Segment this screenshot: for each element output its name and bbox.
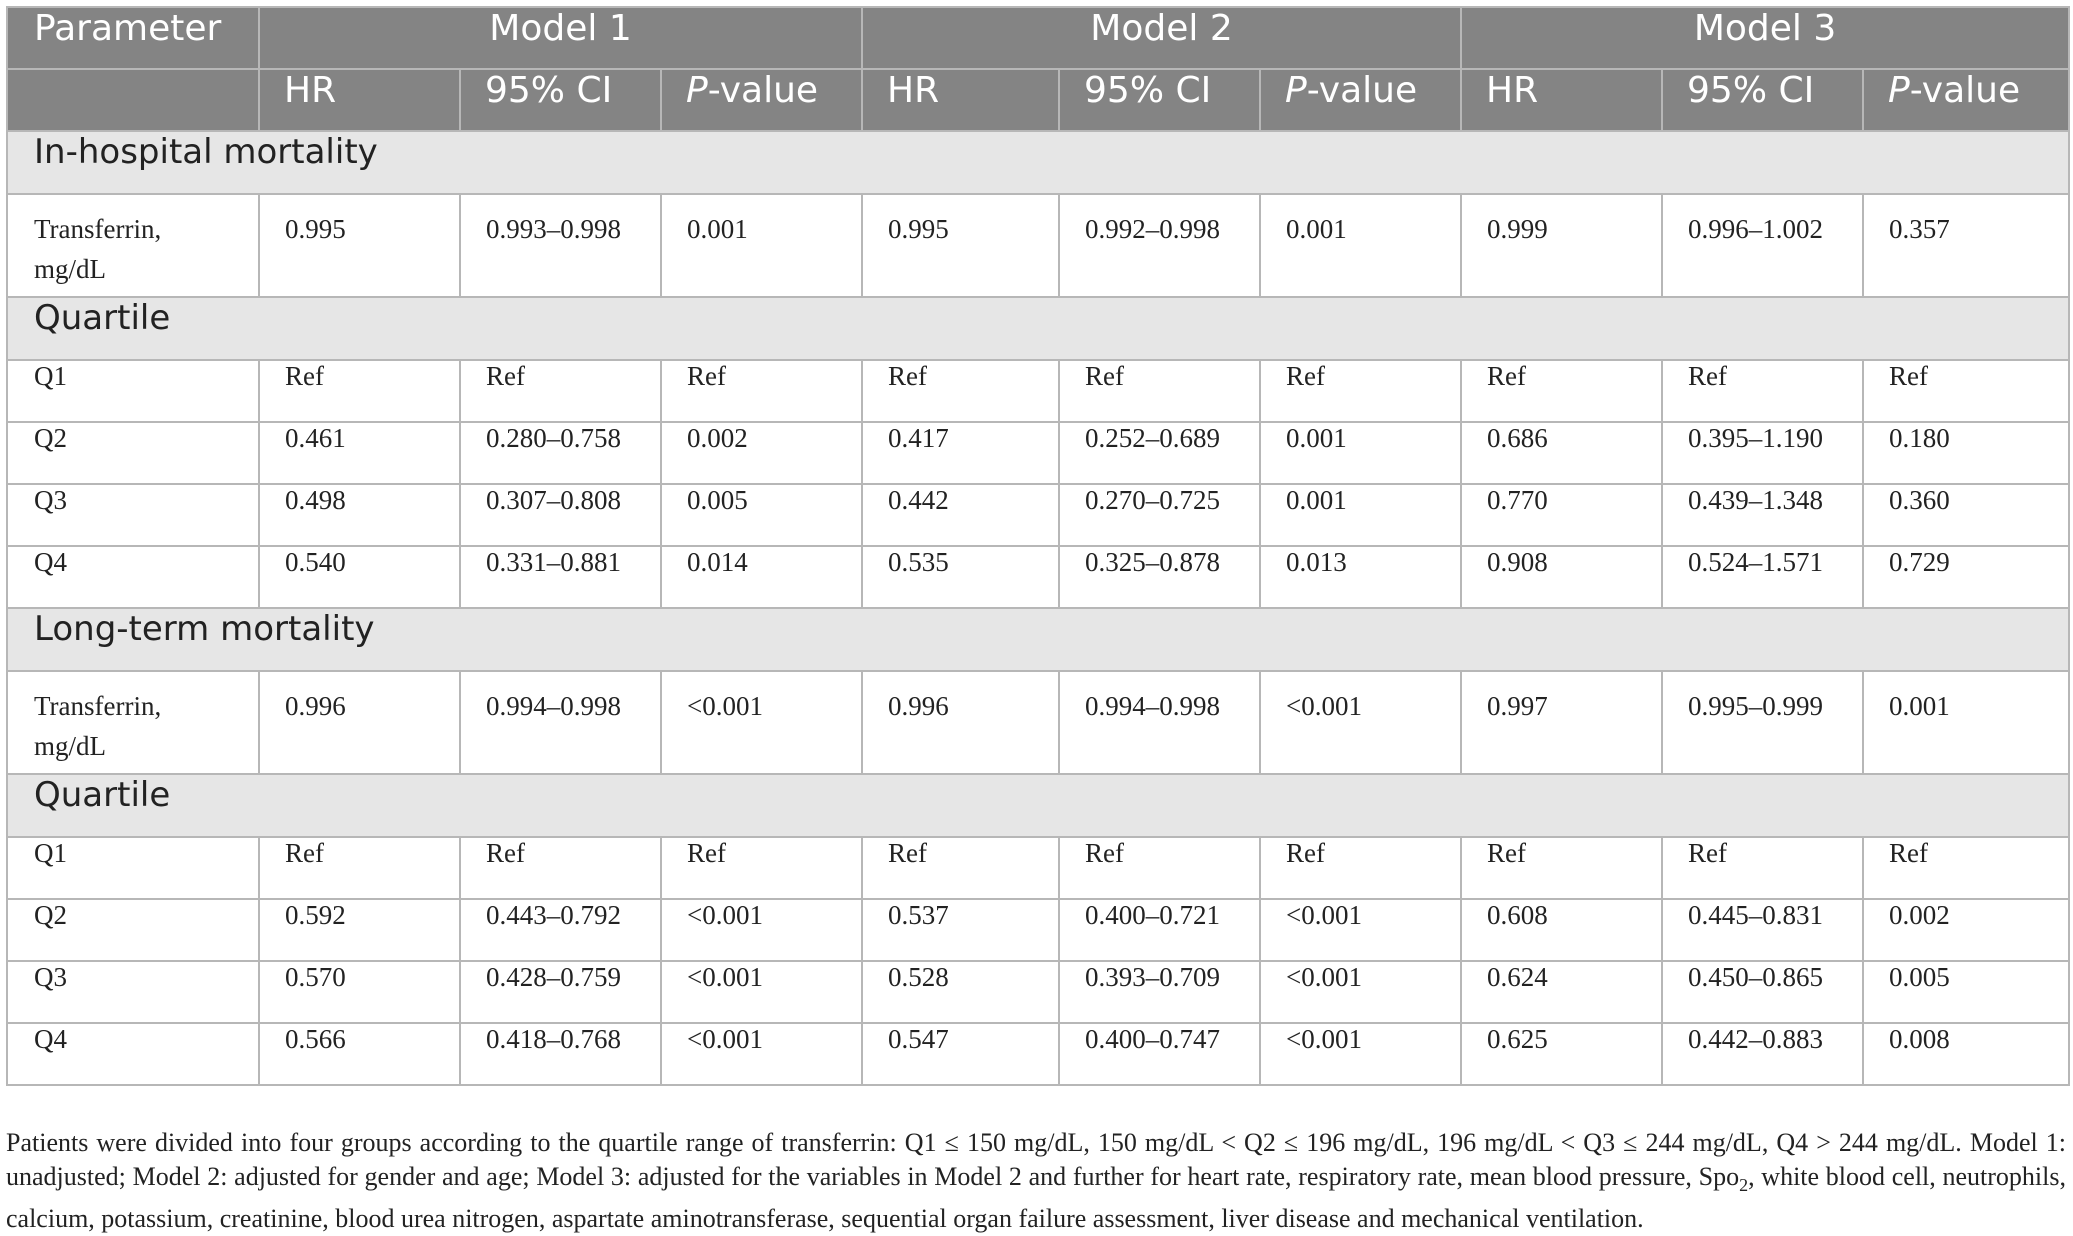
section-header-row	[7, 608, 2069, 671]
table-cell: 0.624	[1461, 961, 1662, 1023]
header-pvalue: P-value	[1863, 69, 2069, 131]
table-cell: Ref	[1461, 837, 1662, 899]
row-label-line: mg/dL	[34, 731, 106, 761]
table-cell: 0.729	[1863, 546, 2069, 608]
table-cell: 0.994–0.998	[1059, 671, 1260, 774]
table-cell: 0.498	[259, 484, 460, 546]
section-header-row	[7, 131, 2069, 194]
table-cell: 0.400–0.747	[1059, 1023, 1260, 1085]
table-cell: 0.395–1.190	[1662, 422, 1863, 484]
row-label	[7, 671, 259, 774]
table-cell: 0.686	[1461, 422, 1662, 484]
header-hr: HR	[259, 69, 460, 131]
table-cell: 0.524–1.571	[1662, 546, 1863, 608]
table-cell: 0.908	[1461, 546, 1662, 608]
table-cell: Ref	[1461, 360, 1662, 422]
table-cell: 0.357	[1863, 194, 2069, 297]
table-cell: 0.418–0.768	[460, 1023, 661, 1085]
table-footnote: Patients were divided into four groups according to the quartile range of transferrin: Q1 ≤ 150 mg/dL, 150 mg/dL < Q2 ≤ 196 mg/dL, 196 mg/dL < Q3 ≤ 244 mg/dL, Q4 > 244 mg/dL. Model 1: unadjusted; Model 2: adjusted for gender and age; Model 3: adjusted for the variables in Model 2 and further for heart rate, respiratory rate, mean blood pressure, Spo$_2$, white blood cell, neutrophils, calcium, potassium, creatinine, blood urea nitrogen, aspartate aminotransferase, sequential organ failure assessment, liver disease and mechanical ventilation.	[6, 1128, 2066, 1234]
table-cell: 0.400–0.721	[1059, 899, 1260, 961]
table-cell: 0.393–0.709	[1059, 961, 1260, 1023]
table-cell: 0.001	[1260, 484, 1461, 546]
table-row	[7, 837, 2069, 899]
table-cell: 0.428–0.759	[460, 961, 661, 1023]
header-hr: HR	[1461, 69, 1662, 131]
table-cell: 0.252–0.689	[1059, 422, 1260, 484]
table-cell: 0.005	[1863, 961, 2069, 1023]
table-cell: 0.999	[1461, 194, 1662, 297]
table-cell: <0.001	[1260, 671, 1461, 774]
table-cell: Ref	[661, 360, 862, 422]
table-cell: Ref	[1260, 360, 1461, 422]
row-label: Q2	[7, 899, 259, 961]
table-cell: Ref	[1059, 360, 1260, 422]
table-cell: <0.001	[661, 1023, 862, 1085]
table-cell: 0.537	[862, 899, 1059, 961]
table-cell: 0.995–0.999	[1662, 671, 1863, 774]
table-row	[7, 546, 2069, 608]
table-cell: 0.566	[259, 1023, 460, 1085]
table-cell: 0.443–0.792	[460, 899, 661, 961]
row-label: Q3	[7, 484, 259, 546]
header-model-2: Model 2	[862, 7, 1461, 69]
table-cell: 0.014	[661, 546, 862, 608]
table-cell: Ref	[1863, 837, 2069, 899]
table-cell: Ref	[661, 837, 862, 899]
row-label	[7, 194, 259, 297]
header-empty	[7, 69, 259, 131]
table-cell: 0.528	[862, 961, 1059, 1023]
table-row	[7, 484, 2069, 546]
row-label-line: mg/dL	[34, 254, 106, 284]
table-cell: Ref	[259, 360, 460, 422]
table-cell: Ref	[1662, 360, 1863, 422]
table-cell: 0.002	[661, 422, 862, 484]
table-row-transferrin	[7, 194, 2069, 297]
table-cell: 0.625	[1461, 1023, 1662, 1085]
header-ci: 95% CI	[1662, 69, 1863, 131]
table-cell: 0.001	[661, 194, 862, 297]
header-ci: 95% CI	[460, 69, 661, 131]
table-cell: 0.992–0.998	[1059, 194, 1260, 297]
table-cell: <0.001	[1260, 899, 1461, 961]
row-label-line: Transferrin,	[34, 214, 162, 244]
table-cell: 0.997	[1461, 671, 1662, 774]
table-cell: 0.994–0.998	[460, 671, 661, 774]
table-cell: 0.325–0.878	[1059, 546, 1260, 608]
table-cell: 0.360	[1863, 484, 2069, 546]
table-row	[7, 360, 2069, 422]
table-cell: 0.995	[862, 194, 1059, 297]
table-cell: 0.442	[862, 484, 1059, 546]
table-cell: Ref	[1059, 837, 1260, 899]
table-cell: 0.540	[259, 546, 460, 608]
table-cell: 0.993–0.998	[460, 194, 661, 297]
header-row-models	[7, 7, 2069, 69]
table-cell: 0.445–0.831	[1662, 899, 1863, 961]
hazard-ratio-table	[6, 6, 2070, 1086]
table-cell: Ref	[862, 837, 1059, 899]
table-cell: 0.570	[259, 961, 460, 1023]
table-row	[7, 899, 2069, 961]
header-pvalue: P-value	[661, 69, 862, 131]
table-cell: <0.001	[661, 961, 862, 1023]
table-cell: 0.307–0.808	[460, 484, 661, 546]
table-cell: 0.001	[1260, 422, 1461, 484]
table-cell: 0.608	[1461, 899, 1662, 961]
row-label: Q4	[7, 1023, 259, 1085]
table-cell: 0.996	[259, 671, 460, 774]
table-cell: <0.001	[661, 671, 862, 774]
table-cell: 0.439–1.348	[1662, 484, 1863, 546]
table-cell: 0.270–0.725	[1059, 484, 1260, 546]
table-cell: 0.996	[862, 671, 1059, 774]
table-cell: <0.001	[1260, 1023, 1461, 1085]
table-cell: Ref	[1863, 360, 2069, 422]
section-header-row	[7, 297, 2069, 360]
table-cell: 0.450–0.865	[1662, 961, 1863, 1023]
table-body	[7, 131, 2069, 1085]
quartile-title-text: Quartile	[34, 775, 171, 815]
row-label: Q1	[7, 837, 259, 899]
results-table-container	[6, 6, 2068, 1086]
header-model-1: Model 1	[259, 7, 862, 69]
table-cell: 0.442–0.883	[1662, 1023, 1863, 1085]
section-title-text: In-hospital mortality	[34, 132, 378, 172]
table-cell: 0.013	[1260, 546, 1461, 608]
table-cell: 0.005	[661, 484, 862, 546]
header-pvalue: P-value	[1260, 69, 1461, 131]
table-cell: <0.001	[1260, 961, 1461, 1023]
table-cell: 0.180	[1863, 422, 2069, 484]
table-cell: 0.535	[862, 546, 1059, 608]
table-cell: <0.001	[661, 899, 862, 961]
table-cell: 0.001	[1863, 671, 2069, 774]
table-cell: 0.002	[1863, 899, 2069, 961]
table-cell: 0.331–0.881	[460, 546, 661, 608]
quartile-title	[7, 774, 2069, 837]
table-cell: Ref	[259, 837, 460, 899]
header-parameter: Parameter	[7, 7, 259, 69]
table-cell: Ref	[460, 837, 661, 899]
row-label: Q3	[7, 961, 259, 1023]
table-cell: 0.280–0.758	[460, 422, 661, 484]
table-cell: 0.001	[1260, 194, 1461, 297]
table-cell: 0.417	[862, 422, 1059, 484]
quartile-title	[7, 297, 2069, 360]
table-cell: Ref	[862, 360, 1059, 422]
row-label-line: Transferrin,	[34, 691, 162, 721]
header-model-3: Model 3	[1461, 7, 2069, 69]
section-title	[7, 131, 2069, 194]
table-cell: 0.996–1.002	[1662, 194, 1863, 297]
table-cell: Ref	[1662, 837, 1863, 899]
header-hr: HR	[862, 69, 1059, 131]
section-title-text: Long-term mortality	[34, 609, 375, 649]
table-cell: 0.547	[862, 1023, 1059, 1085]
header-ci: 95% CI	[1059, 69, 1260, 131]
table-row	[7, 422, 2069, 484]
table-cell: 0.770	[1461, 484, 1662, 546]
section-header-row	[7, 774, 2069, 837]
table-row	[7, 961, 2069, 1023]
quartile-title-text: Quartile	[34, 298, 171, 338]
table-cell: 0.592	[259, 899, 460, 961]
table-cell: Ref	[1260, 837, 1461, 899]
header-row-metrics	[7, 69, 2069, 131]
section-title	[7, 608, 2069, 671]
row-label: Q4	[7, 546, 259, 608]
table-cell: 0.461	[259, 422, 460, 484]
table-cell: 0.995	[259, 194, 460, 297]
table-row	[7, 1023, 2069, 1085]
table-row-transferrin	[7, 671, 2069, 774]
table-cell: Ref	[460, 360, 661, 422]
row-label: Q2	[7, 422, 259, 484]
row-label: Q1	[7, 360, 259, 422]
table-cell: 0.008	[1863, 1023, 2069, 1085]
